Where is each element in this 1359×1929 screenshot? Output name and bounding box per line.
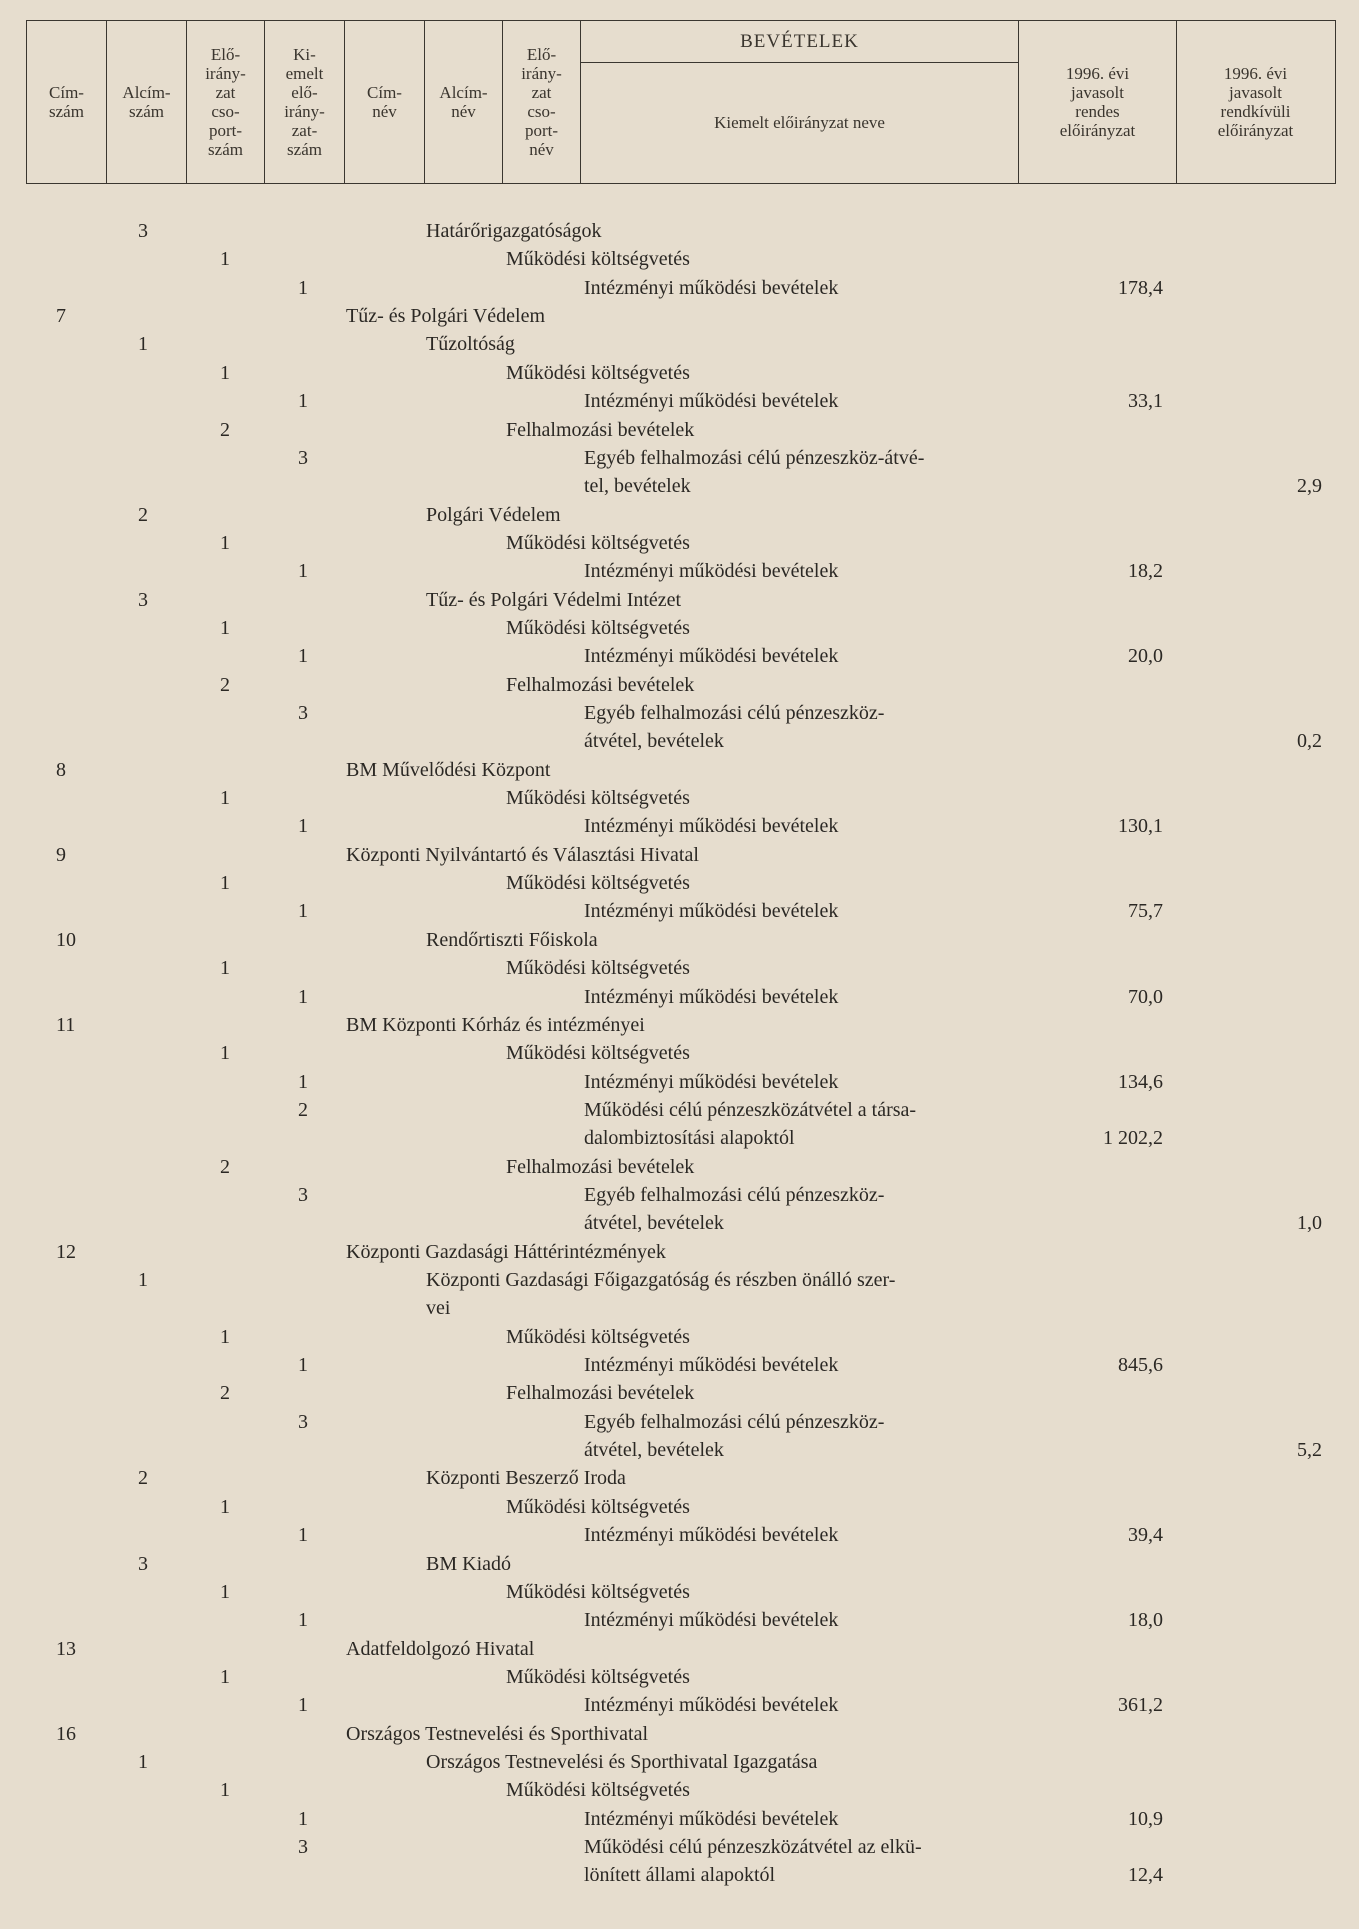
kiemelt-szam: 1 — [298, 1070, 308, 1093]
row-name: Felhalmozási bevételek — [506, 1155, 695, 1178]
header-cimszam — [27, 21, 107, 183]
rendes-value: 39,4 — [1128, 1524, 1163, 1547]
cim-szam: 12 — [56, 1240, 76, 1263]
table-row — [0, 444, 1359, 472]
header-line: szám — [49, 102, 84, 121]
table-row — [0, 1861, 1359, 1889]
rendes-value: 33,1 — [1128, 390, 1163, 413]
header-line: szám — [208, 140, 243, 159]
cim-szam: 13 — [56, 1637, 76, 1660]
header-line: Cím- — [49, 83, 84, 102]
alcim-szam: 2 — [138, 1467, 148, 1490]
row-name: Felhalmozási bevételek — [506, 673, 695, 696]
rendes-value: 134,6 — [1118, 1070, 1163, 1093]
header-bevetelek: BEVÉTELEK — [581, 21, 1019, 63]
table-row — [0, 1323, 1359, 1351]
row-name: Egyéb felhalmozási célú pénzeszköz-átvé- — [584, 446, 925, 469]
header-line: szám — [287, 140, 322, 159]
rendes-value: 20,0 — [1128, 645, 1163, 668]
row-name: Működési célú pénzeszközátvétel az elkü- — [584, 1836, 922, 1858]
table-row — [0, 1068, 1359, 1096]
alcim-szam: 1 — [138, 1269, 148, 1291]
kiemelt-szam: 1 — [298, 276, 308, 299]
header-rendkivuli — [1177, 21, 1334, 183]
header-kiemeltszam — [265, 21, 345, 183]
header-line: zat — [215, 83, 236, 102]
row-name: Polgári Védelem — [426, 503, 561, 526]
csoport-szam: 1 — [220, 531, 230, 554]
header-line: port- — [208, 121, 243, 140]
table-row — [0, 387, 1359, 415]
csoport-szam: 2 — [220, 1155, 230, 1178]
row-name: Intézményi működési bevételek — [584, 815, 839, 838]
csoport-szam: 2 — [220, 673, 230, 696]
row-name: Intézményi működési bevételek — [584, 985, 839, 1008]
kiemelt-szam: 1 — [298, 390, 308, 413]
row-name: Intézményi működési bevételek — [584, 1807, 839, 1830]
header-line: 1996. évi — [1065, 64, 1130, 83]
row-name: Intézményi működési bevételek — [584, 1524, 839, 1547]
header-line: 1996. évi — [1223, 64, 1288, 83]
row-name: Intézményi működési bevételek — [584, 900, 839, 923]
row-name: Rendőrtiszti Főiskola — [426, 928, 598, 951]
kiemelt-szam: 1 — [298, 1807, 308, 1830]
row-name: BM Központi Kórház és intézményei — [346, 1013, 645, 1036]
header-line: zat- — [291, 121, 318, 140]
header-line: rendes — [1075, 102, 1120, 121]
header-csoportszam-text — [205, 45, 246, 159]
row-name: Tűzoltóság — [426, 333, 515, 356]
csoport-szam: 1 — [220, 872, 230, 895]
table-row — [0, 1550, 1359, 1578]
table-row — [0, 1464, 1359, 1492]
table-row — [0, 812, 1359, 840]
row-name: Működési költségvetés — [506, 1495, 690, 1518]
row-name: Határőrigazgatóságok — [426, 220, 602, 242]
rendkivuli-value: 0,2 — [1297, 730, 1322, 753]
table-row — [0, 1238, 1359, 1266]
rendes-value: 361,2 — [1118, 1694, 1163, 1717]
table-row — [0, 1153, 1359, 1181]
row-name: Intézményi működési bevételek — [584, 645, 839, 668]
row-name: Működési költségvetés — [506, 1779, 690, 1802]
table-row — [0, 472, 1359, 500]
row-name: dalombiztosítási alapoktól — [584, 1127, 795, 1150]
alcim-szam: 3 — [138, 588, 148, 611]
table-row — [0, 784, 1359, 812]
header-cimszam-text — [49, 83, 84, 121]
header-alcimszam — [107, 21, 187, 183]
row-name: Működési költségvetés — [506, 361, 690, 384]
table-row — [0, 359, 1359, 387]
row-name: Működési költségvetés — [506, 1325, 690, 1348]
kiemelt-szam: 3 — [298, 446, 308, 469]
table-header — [26, 20, 1336, 184]
header-line: előirányzat — [1059, 121, 1136, 140]
header-line: rendkívüli — [1220, 102, 1291, 121]
header-alcimnev — [425, 21, 503, 183]
kiemelt-szam: 1 — [298, 985, 308, 1008]
rendes-value: 845,6 — [1118, 1354, 1163, 1376]
kiemelt-szam: 3 — [298, 1183, 308, 1206]
rendes-value: 1 202,2 — [1103, 1127, 1163, 1150]
row-name: Felhalmozási bevételek — [506, 418, 695, 441]
table-row — [0, 614, 1359, 642]
table-row — [0, 1379, 1359, 1407]
rendes-value: 12,4 — [1128, 1864, 1163, 1887]
table-row — [0, 217, 1359, 245]
cim-szam: 9 — [56, 843, 66, 866]
table-row — [0, 1521, 1359, 1549]
csoport-szam: 1 — [220, 361, 230, 384]
rendes-value: 18,2 — [1128, 560, 1163, 583]
kiemelt-szam: 1 — [298, 900, 308, 923]
alcim-szam: 1 — [138, 333, 148, 356]
table-row — [0, 1720, 1359, 1748]
csoport-szam: 1 — [220, 787, 230, 809]
csoport-szam: 2 — [220, 418, 230, 441]
table-row — [0, 1209, 1359, 1237]
row-name: Országos Testnevelési és Sporthivatal — [346, 1722, 649, 1745]
kiemelt-szam: 1 — [298, 1694, 308, 1717]
header-line: javasolt — [1229, 83, 1282, 102]
csoport-szam: 1 — [220, 1325, 230, 1348]
header-line: port- — [524, 121, 559, 140]
header-line: Cím- — [367, 83, 402, 102]
header-line: Elő- — [526, 45, 557, 64]
table-row — [0, 1039, 1359, 1067]
kiemelt-szam: 3 — [298, 702, 308, 724]
row-name: Működési költségvetés — [506, 248, 690, 271]
header-kiemelt-nev: Kiemelt előirányzat neve — [581, 63, 1019, 183]
kiemelt-szam: 1 — [298, 1354, 308, 1376]
kiemelt-szam: 1 — [298, 1609, 308, 1632]
header-cimnev — [345, 21, 425, 183]
kiemelt-szam: 1 — [298, 1524, 308, 1547]
row-name: átvétel, bevételek — [584, 1439, 724, 1461]
header-alcimnev-text — [439, 83, 487, 121]
row-name: Felhalmozási bevételek — [506, 1382, 695, 1405]
row-name: Működési költségvetés — [506, 531, 690, 554]
row-name: Országos Testnevelési és Sporthivatal Igazgatása — [426, 1750, 818, 1773]
table-row — [0, 330, 1359, 358]
cim-szam: 8 — [56, 758, 66, 781]
table-row — [0, 529, 1359, 557]
csoport-szam: 1 — [220, 248, 230, 271]
header-line: Ki- — [293, 45, 316, 64]
table-row — [0, 1294, 1359, 1322]
csoport-szam: 1 — [220, 1665, 230, 1688]
header-line: név — [372, 102, 397, 121]
row-name: átvétel, bevételek — [584, 730, 724, 753]
header-line: szám — [129, 102, 164, 121]
row-name: BM Művelődési Központ — [346, 758, 551, 781]
row-name: átvétel, bevételek — [584, 1212, 724, 1235]
alcim-szam: 3 — [138, 220, 148, 242]
header-rendes — [1019, 21, 1177, 183]
table-row — [0, 1691, 1359, 1719]
table-row — [0, 727, 1359, 755]
row-name: Egyéb felhalmozási célú pénzeszköz- — [584, 1410, 885, 1433]
kiemelt-szam: 3 — [298, 1410, 308, 1433]
header-rendes-text — [1060, 64, 1136, 140]
rendkivuli-value: 5,2 — [1297, 1439, 1322, 1461]
row-name: Intézményi működési bevételek — [584, 1070, 839, 1093]
row-name: Tűz- és Polgári Védelmi Intézet — [426, 588, 682, 611]
cim-szam: 11 — [56, 1013, 76, 1036]
table-row — [0, 586, 1359, 614]
table-row — [0, 699, 1359, 727]
row-name: Központi Beszerző Iroda — [426, 1467, 626, 1490]
alcim-szam: 3 — [138, 1552, 148, 1575]
table-row — [0, 1181, 1359, 1209]
csoport-szam: 1 — [220, 1580, 230, 1603]
table-row — [0, 1663, 1359, 1691]
table-row — [0, 302, 1359, 330]
header-line: emelt — [285, 64, 324, 83]
header-line: név — [529, 140, 554, 159]
table-row — [0, 501, 1359, 529]
table-row — [0, 1408, 1359, 1436]
csoport-szam: 1 — [220, 1779, 230, 1802]
row-name: Működési célú pénzeszközátvétel a társa- — [584, 1098, 917, 1121]
alcim-szam: 1 — [138, 1750, 148, 1773]
header-line: cso- — [527, 102, 556, 121]
table-row — [0, 897, 1359, 925]
header-csoportnev-text — [521, 45, 562, 159]
header-line: név — [451, 102, 476, 121]
row-name: tel, bevételek — [584, 475, 691, 498]
table-row — [0, 1096, 1359, 1124]
row-name: lönített állami alapoktól — [584, 1864, 776, 1887]
row-name: Intézményi működési bevételek — [584, 390, 839, 413]
row-name: Központi Gazdasági Főigazgatóság és részben önálló szer- — [426, 1269, 896, 1291]
table-row — [0, 1748, 1359, 1776]
csoport-szam: 1 — [220, 616, 230, 639]
rendes-value: 75,7 — [1128, 900, 1163, 923]
table-row — [0, 926, 1359, 954]
table-row — [0, 1124, 1359, 1152]
rendes-value: 130,1 — [1118, 815, 1163, 838]
kiemelt-szam: 2 — [298, 1098, 308, 1121]
table-row — [0, 954, 1359, 982]
kiemelt-szam: 1 — [298, 560, 308, 583]
table-row — [0, 557, 1359, 585]
table-row — [0, 671, 1359, 699]
row-name: Intézményi működési bevételek — [584, 1609, 839, 1632]
table-row — [0, 1776, 1359, 1804]
header-line: irány- — [521, 64, 562, 83]
table-row — [0, 1436, 1359, 1464]
rendkivuli-value: 2,9 — [1297, 475, 1322, 498]
table-row — [0, 416, 1359, 444]
header-line: Alcím- — [122, 83, 171, 102]
table-row — [0, 274, 1359, 302]
rendes-value: 178,4 — [1118, 276, 1163, 299]
csoport-szam: 1 — [220, 957, 230, 980]
row-name: Egyéb felhalmozási célú pénzeszköz- — [584, 1183, 885, 1206]
rendes-value: 18,0 — [1128, 1609, 1163, 1632]
csoport-szam: 1 — [220, 1042, 230, 1065]
header-line: előirányzat — [1217, 121, 1294, 140]
row-name: Intézményi működési bevételek — [584, 276, 839, 299]
kiemelt-szam: 3 — [298, 1836, 308, 1858]
header-alcimszam-text — [122, 83, 170, 121]
row-name: Működési költségvetés — [506, 1665, 690, 1688]
csoport-szam: 1 — [220, 1495, 230, 1518]
row-name: Intézményi működési bevételek — [584, 1354, 839, 1376]
row-name: Adatfeldolgozó Hivatal — [346, 1637, 535, 1660]
row-name: Központi Gazdasági Háttérintézmények — [346, 1240, 666, 1263]
table-row — [0, 1266, 1359, 1294]
header-line: Alcím- — [439, 83, 488, 102]
row-name: Központi Nyilvántartó és Választási Hivatal — [346, 843, 699, 866]
header-line: elő- — [291, 83, 318, 102]
table-row — [0, 1351, 1359, 1379]
header-line: zat — [531, 83, 552, 102]
cim-szam: 16 — [56, 1722, 76, 1745]
rendkivuli-value: 1,0 — [1297, 1212, 1322, 1235]
rendes-value: 10,9 — [1128, 1807, 1163, 1830]
row-name: Működési költségvetés — [506, 957, 690, 980]
header-line: irány- — [205, 64, 246, 83]
table-row — [0, 1635, 1359, 1663]
header-csoportszam — [187, 21, 265, 183]
cim-szam: 7 — [56, 305, 66, 328]
table-row — [0, 841, 1359, 869]
row-name: Intézményi működési bevételek — [584, 560, 839, 583]
table-row — [0, 983, 1359, 1011]
alcim-szam: 2 — [138, 503, 148, 526]
table-row — [0, 642, 1359, 670]
table-row — [0, 1493, 1359, 1521]
header-line: irány- — [284, 102, 325, 121]
row-name: vei — [426, 1297, 451, 1320]
rendes-value: 70,0 — [1128, 985, 1163, 1008]
header-kiemeltszam-text — [284, 45, 325, 159]
table-row — [0, 1606, 1359, 1634]
row-name: Működési költségvetés — [506, 1042, 690, 1065]
table-row — [0, 1011, 1359, 1039]
row-name: Intézményi működési bevételek — [584, 1694, 839, 1717]
kiemelt-szam: 1 — [298, 815, 308, 838]
header-cimnev-text — [367, 83, 402, 121]
row-name: Működési költségvetés — [506, 616, 690, 639]
table-row — [0, 1805, 1359, 1833]
row-name: Tűz- és Polgári Védelem — [346, 305, 546, 328]
header-rendkivuli-text — [1218, 64, 1294, 140]
kiemelt-szam: 1 — [298, 645, 308, 668]
header-line: Elő- — [210, 45, 241, 64]
row-name: Egyéb felhalmozási célú pénzeszköz- — [584, 702, 885, 724]
table-row — [0, 869, 1359, 897]
row-name: Működési költségvetés — [506, 872, 690, 895]
table-row — [0, 1578, 1359, 1606]
table-row — [0, 756, 1359, 784]
header-line: cso- — [211, 102, 240, 121]
cim-szam: 10 — [56, 928, 76, 951]
row-name: BM Kiadó — [426, 1552, 511, 1575]
row-name: Működési költségvetés — [506, 1580, 690, 1603]
csoport-szam: 2 — [220, 1382, 230, 1405]
row-name: Működési költségvetés — [506, 787, 690, 809]
header-line: javasolt — [1071, 83, 1124, 102]
header-csoportnev — [503, 21, 581, 183]
table-row — [0, 245, 1359, 273]
table-row — [0, 1833, 1359, 1861]
